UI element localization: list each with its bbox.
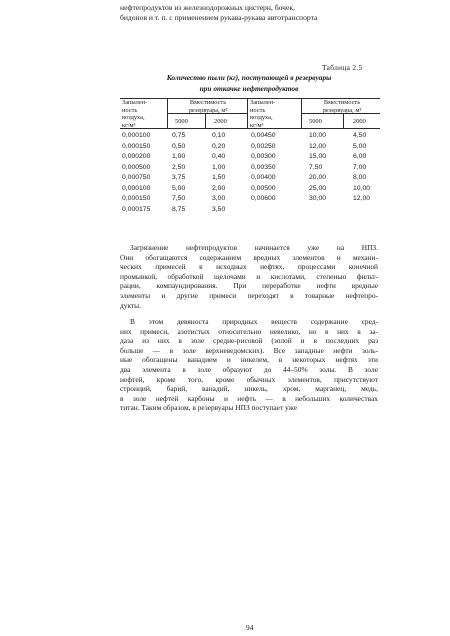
text-line: больше — в золе верхневедомских). Все западные нефти золь- bbox=[120, 345, 378, 355]
table-cell: 0,00250 bbox=[251, 142, 276, 150]
table-cell: 3,75 bbox=[172, 174, 186, 181]
table-cell: 0,00600 bbox=[251, 195, 276, 202]
table-cell: 3,50 bbox=[212, 205, 226, 213]
text-line: Загрязнение нефтепродуктов начинается уже на НПЗ. bbox=[130, 243, 378, 252]
text-line: даза из них в золе средне-рисовой (золой и в последних раз bbox=[120, 336, 378, 346]
text-line: элементы и другие примеси переходят в товарные нефтепро- bbox=[120, 290, 378, 300]
table-cell: 1,50 bbox=[212, 174, 226, 181]
table-cell: 10,00 bbox=[309, 132, 327, 139]
subheader-5000: 5000 bbox=[175, 118, 188, 125]
table-cell: 0,00350 bbox=[251, 163, 276, 171]
text-line: стронций, барий, ванадий, никель, хром, марганец, медь, bbox=[120, 384, 378, 394]
text-line: Они обогащаются содержанием вредных элементов и механи- bbox=[120, 252, 378, 262]
page-number: 94 bbox=[246, 623, 254, 632]
header-text: резервуара, м³ bbox=[322, 106, 362, 114]
table-cell: 12,00 bbox=[353, 195, 371, 202]
header-text: кг/м³ bbox=[250, 121, 264, 129]
header-text: ность bbox=[250, 106, 266, 114]
table-cell: 4,50 bbox=[353, 132, 367, 139]
text-line: ные обогащены ванадием и никелем, в некоторых нефтях эти bbox=[120, 355, 378, 365]
table-cell: 15,00 bbox=[309, 153, 327, 160]
table-cell: 7,00 bbox=[353, 163, 367, 171]
table-cell: 0,10 bbox=[212, 132, 226, 139]
table-cell: 0,000150 bbox=[122, 195, 151, 202]
table-number: Таблица 2.5 bbox=[322, 63, 363, 72]
text-line: них примеси, азотистых относительно невелико, но в них в за- bbox=[120, 326, 378, 336]
header-text: Вместимость bbox=[323, 99, 361, 106]
caption-line: Количество пыли (кг), поступающей в резервуары bbox=[166, 73, 332, 82]
table-cell: 0,00400 bbox=[251, 174, 276, 181]
table-cell: 5,00 bbox=[353, 142, 367, 150]
subheader-5000: 5000 bbox=[309, 118, 322, 125]
table-cell: 0,00500 bbox=[251, 184, 276, 192]
table-cell: 3,00 bbox=[212, 195, 226, 202]
header-group4 bbox=[304, 99, 380, 114]
col-divider bbox=[301, 98, 302, 128]
table-cell: 0,75 bbox=[172, 132, 186, 139]
header-text: воздуха, bbox=[122, 114, 145, 122]
caption-line: при откачке нефтепродуктов bbox=[199, 83, 299, 93]
text-line: ческих примесей в исходных нефтях, процессами конечной bbox=[120, 262, 378, 272]
table-cell: 0,000100 bbox=[122, 132, 151, 139]
header-text: ность bbox=[122, 106, 138, 114]
table-cell: 8,75 bbox=[172, 205, 186, 213]
table-cell: 0,000200 bbox=[122, 153, 151, 160]
paragraph-2 bbox=[120, 317, 378, 413]
header-text: кг/м³ bbox=[122, 121, 136, 129]
subheader-2000: 2000 bbox=[214, 118, 227, 125]
header-text: Запылен- bbox=[250, 99, 276, 106]
table-cell: 1,00 bbox=[212, 163, 226, 171]
top-text bbox=[120, 3, 380, 23]
col-divider bbox=[205, 114, 206, 128]
table-cell: 20,00 bbox=[309, 174, 327, 181]
header-text: резервуара, м³ bbox=[188, 106, 228, 114]
text-line: в золе нефтей карбоны и нефть — в небольших количествах bbox=[120, 393, 378, 403]
text-line: дукты. bbox=[120, 300, 141, 310]
table-cell: 7,50 bbox=[172, 195, 186, 202]
table-cell: 12,00 bbox=[309, 142, 327, 150]
table-cell: 2,00 bbox=[212, 184, 226, 192]
table-cell: 0,000100 bbox=[122, 184, 151, 192]
table-cell: 0,000500 bbox=[122, 163, 151, 171]
text-line: В этом девяноста природных веществ содержание сред- bbox=[130, 317, 378, 326]
table-cell: 7,50 bbox=[309, 163, 323, 171]
table-cell: 1,00 bbox=[172, 153, 186, 160]
text-line: промывкой, обработкой щелочами и кислотами, степенью фильт- bbox=[120, 271, 378, 281]
header-text: Вместимость bbox=[189, 99, 227, 106]
table-cell: 2,50 bbox=[172, 163, 186, 171]
text-line: нефтей, кроме того, кроме обычных элементов, присутствуют bbox=[120, 374, 378, 384]
text-line: титан. Таким образом, в резервуары НПЗ поступает уже bbox=[120, 403, 297, 413]
top-text-line: нефтепродуктов из железнодорожных цистерн, бочек, bbox=[120, 3, 295, 12]
table-cell: 0,40 bbox=[212, 153, 226, 160]
top-text-line: бидонов и т. п. с применением рукава-рукава автотранспорта bbox=[120, 13, 318, 22]
table-cell: 8,00 bbox=[353, 174, 367, 181]
header-group3 bbox=[250, 99, 300, 129]
table-cell: 6,00 bbox=[353, 153, 367, 160]
subheader-2000: 2000 bbox=[353, 118, 366, 125]
col-divider bbox=[247, 98, 248, 128]
header-group2 bbox=[170, 99, 246, 114]
col-divider bbox=[167, 98, 168, 128]
table-cell: 0,000150 bbox=[122, 142, 151, 150]
text-line: рации, компаундирования. При переработке нефти вредные bbox=[120, 281, 378, 291]
text-line: два элемента в золе образуют до 44–50% золы. В золе bbox=[120, 364, 378, 374]
header-text: воздуха, bbox=[250, 114, 273, 122]
table-cell: 0,000750 bbox=[122, 174, 151, 181]
table-cell: 0,00300 bbox=[251, 153, 276, 160]
table-cell: 10,00 bbox=[353, 184, 371, 192]
table-caption bbox=[118, 73, 380, 94]
paragraph-1 bbox=[120, 243, 378, 310]
header-col1 bbox=[122, 99, 166, 129]
header-text: Запылен- bbox=[122, 99, 148, 106]
table-cell: 5,00 bbox=[172, 184, 186, 192]
table-cell: 25,00 bbox=[309, 184, 327, 192]
table-cell: 0,20 bbox=[212, 142, 226, 150]
col-divider bbox=[343, 114, 344, 128]
table-cell: 0,50 bbox=[172, 142, 186, 150]
table-cell: 0,00450 bbox=[251, 132, 276, 139]
table-cell: 0,000175 bbox=[122, 205, 151, 213]
table-cell: 30,00 bbox=[309, 195, 327, 202]
